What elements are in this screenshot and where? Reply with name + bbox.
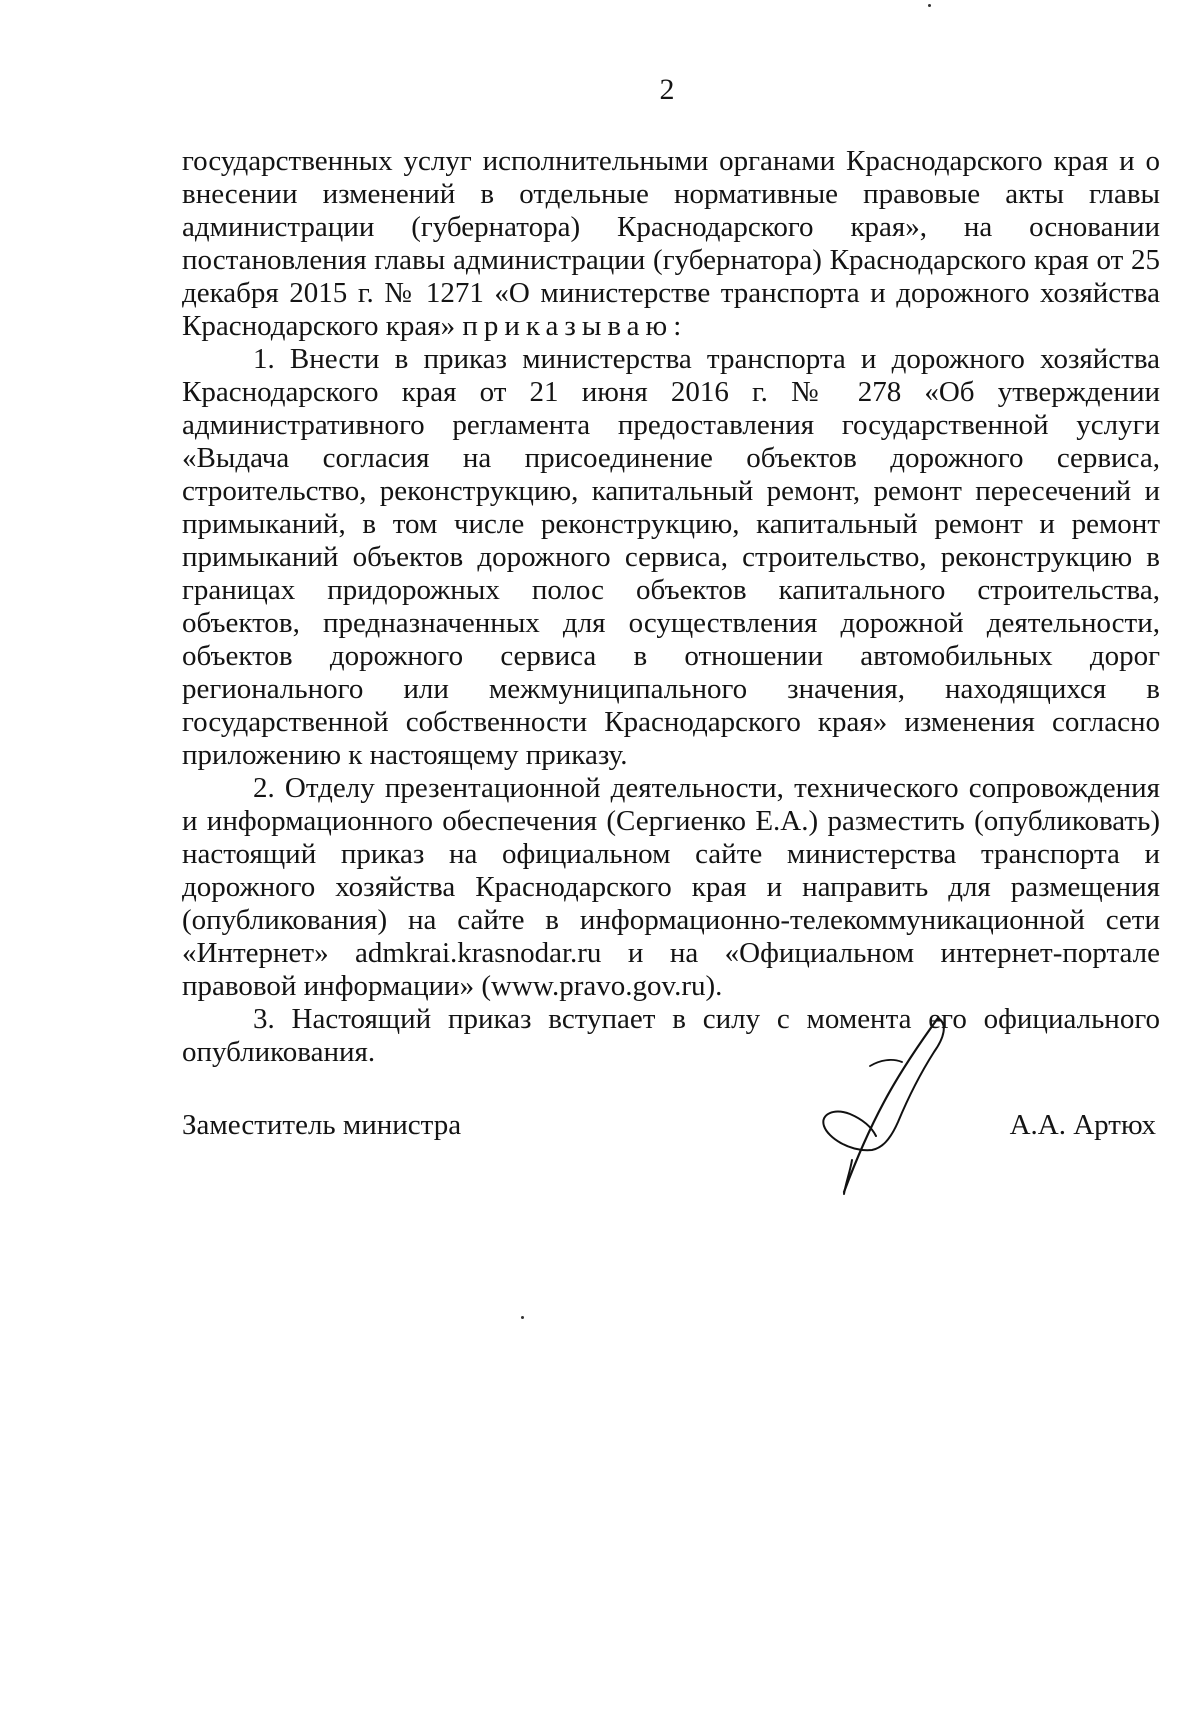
- item-2-paragraph: 2. Отделу презентационной деятельности, технического сопровождения и информационного обеспечения (Сергиенко Е.А.) разместить (опубликовать) настоящий приказ на официальном сайте министерства транспорта и дорожного хозяйства Краснодарского края и направить для размещения (опубликования) на сайте в информационно-телекоммуникационной сети «Интернет» admkrai.krasnodar.ru и на «Официальном интернет-портале правовой информации» (www.pravo.gov.ru).: [182, 772, 1160, 1002]
- intro-paragraph: [182, 145, 1160, 343]
- item-3-paragraph: 3. Настоящий приказ вступает в силу с момента его официального опубликования.: [182, 1003, 1160, 1068]
- intro-text: государственных услуг исполнительными органами Краснодарского края и о внесении изменений в отдельные нормативные правовые акты главы администрации (губернатора) Краснодарского края», на основании постановления главы администрации (губернатора) Краснодарского края от 25 декабря 2015 г. № 1271 «О министерстве транспорта и дорожного хозяйства Краснодарского края»: [182, 145, 1160, 342]
- handwritten-signature: [810, 1010, 970, 1200]
- signatory-name: А.А. Артюх: [1009, 1109, 1156, 1141]
- scan-speck: [521, 1316, 524, 1319]
- document-body: [182, 145, 1160, 1069]
- order-word: приказываю:: [462, 310, 688, 342]
- page-number: 2: [659, 73, 675, 106]
- item-1-paragraph: 1. Внести в приказ министерства транспорта и дорожного хозяйства Краснодарского края от 21 июня 2016 г. № 278 «Об утверждении административного регламента предоставления государственной услуги «Выдача согласия на присоединение объектов дорожного сервиса, строительство, реконструкцию, капитальный ремонт, ремонт пересечений и примыканий, в том числе реконструкцию, капитальный ремонт и ремонт примыканий объектов дорожного сервиса, строительство, реконструкцию в границах придорожных полос объектов капитального строительства, объектов, предназначенных для осуществления дорожной деятельности, объектов дорожного сервиса в отношении автомобильных дорог регионального или межмуниципального значения, находящихся в государственной собственности Краснодарского края» изменения согласно приложению к настоящему приказу.: [182, 343, 1160, 771]
- scan-speck: [928, 4, 931, 7]
- signatory-position: Заместитель министра: [182, 1109, 462, 1141]
